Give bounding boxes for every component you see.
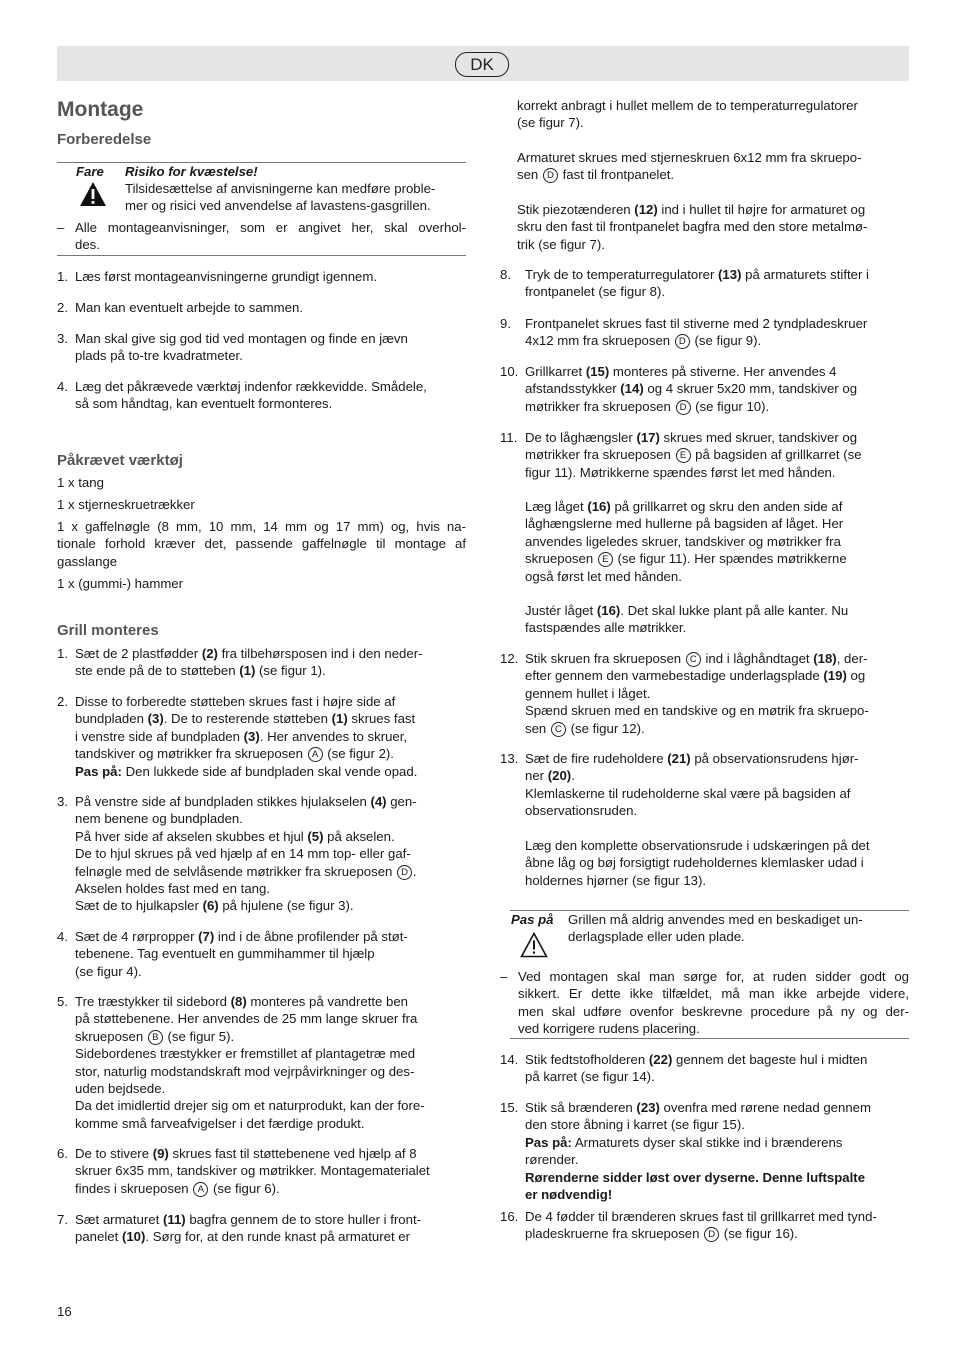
text-line: sen D fast til frontpanelet.	[517, 167, 675, 183]
step-text	[75, 993, 466, 1132]
text-line: korrekt anbragt i hullet mellem de to temperaturregulatorer	[517, 98, 858, 113]
text-line: så som håndtag, kan eventuelt formonteres.	[75, 396, 333, 412]
step-number: 2.	[57, 694, 68, 709]
bold-ref: (18)	[813, 651, 837, 666]
circled-letter: E	[598, 552, 613, 567]
text-line: stor, naturlig modstandskraft mod vejrpåvirkninger og des-	[75, 1063, 415, 1079]
step-text	[75, 330, 466, 365]
text-line: i venstre side af bundpladen (3). Her anvendes to skruer,	[75, 728, 408, 744]
step-text	[75, 299, 466, 316]
step-text	[517, 201, 909, 253]
step-text	[525, 266, 909, 301]
bold-ref: (1)	[331, 711, 348, 727]
text-line: (se figur 4).	[75, 963, 142, 979]
bold-ref: (4)	[370, 794, 387, 809]
text-line: Stik piezotænderen (12) ind i hullet til højre for armaturet og	[517, 202, 866, 217]
text-line: Tryk de to temperaturregulatorer (13) på armaturets stifter i	[525, 267, 869, 282]
text-line: Spænd skruen med en tandskive og en møtrik fra skruepo-	[525, 703, 869, 719]
bold-ref: (10)	[121, 1229, 146, 1245]
tool-line: gasslange	[57, 553, 118, 569]
text-line: også først let med hånden.	[525, 568, 682, 584]
text-line: Læg det påkrævede værktøj indenfor rækkevidde. Smådele,	[75, 379, 427, 394]
text-line: pladeskruerne fra skrueposen D (se figur 16).	[525, 1226, 798, 1242]
circled-letter: D	[543, 168, 558, 183]
step-text	[75, 268, 466, 285]
text-line: De to stivere (9) skrues fast til støttebenene ved hjælp af 8	[75, 1146, 417, 1161]
bold-ref: (11)	[162, 1212, 186, 1227]
caution-triangle-icon	[520, 932, 548, 958]
bold-ref: (3)	[243, 728, 260, 744]
step-text	[75, 793, 466, 915]
step-text	[525, 1099, 909, 1203]
step-text	[525, 315, 909, 350]
dash-bullet: –	[57, 220, 65, 235]
step-number: 6.	[57, 1146, 68, 1161]
text-line: Klemlaskerne til rudeholderne skal være på bagsiden af	[525, 785, 851, 801]
text-line: nem benene og bundpladen.	[75, 811, 243, 827]
step-number: 10.	[500, 364, 519, 379]
caution-dash-bullet: –	[500, 969, 508, 984]
circled-letter: A	[193, 1182, 208, 1197]
caution-dash-line: ved korrigere rudens placering.	[518, 1021, 700, 1037]
text-line: panelet (10). Sørg for, at den runde knast på armaturet er	[75, 1229, 411, 1245]
warning-bottom-rule	[57, 255, 466, 256]
text-line: Læg låget (16) på grillkarret og skru den anden side af	[525, 499, 843, 514]
text-line: Sæt de 4 rørpropper (7) ind i de åbne profilender på støt-	[75, 929, 408, 944]
bold-ref: (8)	[230, 994, 247, 1009]
text-line: trik (se figur 7).	[517, 236, 605, 252]
text-line: Akselen holdes fast med en tang.	[75, 881, 271, 897]
text-line: Læs først montageanvisningerne grundigt igennem.	[75, 269, 378, 284]
text-line: på støttebenene. Her anvendes de 25 mm lange skruer fra	[75, 1011, 418, 1027]
text-line: Stik fedtstofholderen (22) gennem det bageste hul i midten	[525, 1052, 868, 1067]
circled-letter: D	[676, 400, 691, 415]
bold-ref: (16)	[587, 499, 611, 514]
text-line: Sæt de fire rudeholdere (21) på observationsrudens hjør-	[525, 751, 859, 766]
text-line: sen C (se figur 12).	[525, 720, 645, 736]
text-line	[525, 1186, 909, 1203]
bold-ref: (17)	[636, 430, 660, 445]
text-line: 4x12 mm fra skrueposen D (se figur 9).	[525, 333, 762, 349]
text-line: Sæt armaturet (11) bagfra gennem de to store huller i front-	[75, 1212, 421, 1227]
text-line: Stik så brænderen (23) ovenfra med rørene nedad gennem	[525, 1100, 872, 1115]
text-line: skrueposen E (se figur 11). Her spændes møtrikkerne	[525, 551, 847, 567]
text-line: uden bejdsede.	[75, 1081, 166, 1097]
caution-line: derlagsplade eller uden plade.	[568, 929, 745, 945]
bold-ref: (9)	[152, 1146, 169, 1161]
warning-line: Tilsidesættelse af anvisningerne kan medføre proble-	[125, 181, 436, 196]
text-line: Frontpanelet skrues fast til stiverne med 2 tyndpladeskruer	[525, 316, 868, 331]
text-line: ner (20).	[525, 768, 575, 784]
tool-line: 1 x gaffelnøgle (8 mm, 10 mm, 14 mm og 17 mm) og, hvis na-	[57, 519, 466, 534]
section-heading-grill: Grill monteres	[57, 622, 159, 639]
warning-text	[125, 180, 435, 215]
bold-ref: (6)	[202, 898, 219, 914]
step-text	[525, 429, 909, 481]
text-line: åbne låg og bøj forsigtigt rudeholdernes klemlasker udad i	[525, 855, 864, 871]
warning-label: Fare	[76, 164, 104, 179]
text-line: Armaturet skrues med stjerneskruen 6x12 mm fra skruepo-	[517, 150, 862, 165]
warning-triangle-icon	[79, 181, 107, 207]
text-line: Man kan eventuelt arbejde to sammen.	[75, 300, 303, 315]
text-line	[525, 1169, 909, 1186]
circled-letter: D	[704, 1227, 719, 1242]
caution-dash-line: men skal udføre ovenfor beskrevne procedure på ny og der-	[518, 1003, 909, 1019]
step-number: 1.	[57, 646, 68, 661]
bold-ref: (1)	[239, 663, 256, 679]
warning-top-rule	[57, 162, 466, 163]
step-text	[75, 378, 466, 413]
text-line: afstandsstykker (14) og 4 skruer 5x20 mm, tandskiver og	[525, 381, 858, 397]
step-number: 9.	[500, 316, 511, 331]
text-line: Tre træstykker til sidebord (8) monteres på vandrette ben	[75, 994, 409, 1009]
step-number: 11.	[500, 430, 518, 445]
step-number: 4.	[57, 379, 68, 394]
text-line: Grillkarret (15) monteres på stiverne. Her anvendes 4	[525, 364, 837, 379]
bold-ref: (22)	[648, 1052, 673, 1067]
caution-dash-line: Ved montagen skal man sørge for, at ruden sidder godt og	[518, 969, 909, 984]
language-badge: DK	[455, 52, 509, 77]
text-line: Sæt de to hjulkapsler (6) på hjulene (se figur 3).	[75, 898, 354, 914]
page-number: 16	[57, 1304, 72, 1319]
step-number: 1.	[57, 269, 68, 284]
circled-letter: C	[551, 722, 566, 737]
text-line: På hver side af akselen skubbes et hjul (5) på akselen.	[75, 828, 395, 844]
step-text	[75, 1211, 466, 1246]
text-line: holdernes hjørner (se figur 13).	[525, 872, 707, 888]
step-number: 3.	[57, 331, 68, 346]
text-line: figur 11). Møtrikkerne spændes først let med hånden.	[525, 464, 836, 480]
step-text	[75, 693, 466, 780]
section-heading-tools: Påkrævet værktøj	[57, 452, 183, 469]
text-line: Disse to forberedte støtteben skrues fast i højre side af	[75, 694, 396, 709]
step-number: 3.	[57, 794, 68, 809]
step-number: 4.	[57, 929, 68, 944]
dash-line: Alle montageanvisninger, som er angivet her, skal overhol-	[75, 220, 466, 235]
tool-line: 1 x stjerneskruetrækker	[57, 497, 195, 512]
text-line: De to låghængsler (17) skrues med skruer, tandskiver og	[525, 430, 858, 445]
text-line: møtrikker fra skrueposen E på bagsiden af grillkarret (se	[525, 447, 862, 463]
circled-letter: D	[397, 865, 412, 880]
bold-ref: Rørenderne sidder løst over dyserne. Denne luftspalte	[525, 1169, 866, 1185]
bold-ref: Pas på:	[75, 763, 122, 779]
text-line: skruer 6x35 mm, tandskiver og møtrikker. Montagematerialet	[75, 1163, 430, 1179]
bold-ref: (2)	[201, 646, 218, 661]
step-text	[525, 363, 909, 415]
warning-title: Risiko for kvæstelse!	[125, 164, 258, 179]
step-number: 8.	[500, 267, 511, 282]
circled-letter: E	[676, 448, 691, 463]
text-line: De 4 fødder til brænderen skrues fast til grillkarret med tynd-	[525, 1209, 877, 1224]
bold-ref: Pas på:	[525, 1134, 572, 1150]
step-number: 14.	[500, 1052, 519, 1067]
text-line: tebenene. Tag eventuelt en gummihammer til hjælp	[75, 946, 375, 962]
text-line: skru den fast til frontpanelet bagfra med den store metalmø-	[517, 219, 868, 235]
step-text	[75, 645, 466, 680]
step-number: 13.	[500, 751, 519, 766]
text-line: tandskiver og møtrikker fra skrueposen A (se figur 2).	[75, 746, 394, 762]
step-text	[525, 750, 909, 820]
step-number: 5.	[57, 994, 68, 1009]
text-line: komme små farveafvigelser i det færdige produkt.	[75, 1115, 365, 1131]
text-line: Pas på: Den lukkede side af bundpladen skal vende opad.	[75, 763, 418, 779]
text-line: møtrikker fra skrueposen D (se figur 10).	[525, 398, 770, 414]
text-line: frontpanelet (se figur 8).	[525, 284, 666, 300]
step-text	[525, 837, 909, 889]
bold-ref: (12)	[634, 202, 658, 217]
text-line: på karret (se figur 14).	[525, 1069, 655, 1085]
section-heading-forberedelse: Forberedelse	[57, 131, 152, 148]
text-line: På venstre side af bundpladen stikkes hjulakselen (4) gen-	[75, 794, 417, 809]
bold-ref: (14)	[620, 381, 644, 397]
step-number: 7.	[57, 1212, 68, 1227]
tool-line: 1 x (gummi-) hammer	[57, 576, 184, 591]
circled-letter: C	[686, 652, 701, 667]
step-text	[525, 1051, 909, 1086]
step-number: 2.	[57, 300, 68, 315]
step-number: 16.	[500, 1209, 519, 1224]
warning-line: mer og risici ved anvendelse af lavastens-gasgrillen.	[125, 198, 431, 214]
page-title: Montage	[57, 98, 144, 121]
caution-line: Grillen må aldrig anvendes med en beskadiget un-	[568, 912, 863, 927]
text-line: låghængslerne med hullerne på bagsiden af låget. Her	[525, 516, 844, 532]
bold-ref: (5)	[307, 828, 324, 844]
text-line: Sæt de 2 plastfødder (2) fra tilbehørsposen ind i den neder-	[75, 646, 423, 661]
step-text	[517, 97, 909, 132]
step-text	[517, 149, 909, 184]
text-line: Læg den komplette observationsrude i udskæringen på det	[525, 838, 870, 853]
text-line: fastspændes alle møtrikker.	[525, 620, 687, 636]
tool-line: 1 x tang	[57, 475, 104, 490]
text-line: Da det imidlertid drejer sig om et naturprodukt, kan der fore-	[75, 1098, 425, 1114]
bold-ref: er nødvendig!	[525, 1187, 613, 1203]
bold-ref: (20)	[547, 768, 572, 784]
step-text	[525, 650, 909, 737]
bold-ref: (7)	[198, 929, 215, 944]
bold-ref: (23)	[636, 1100, 660, 1115]
circled-letter: A	[308, 747, 323, 762]
caution-bottom-rule	[510, 1038, 909, 1039]
step-number: 12.	[500, 651, 519, 666]
text-line: gennem hullet i låget.	[525, 685, 651, 701]
text-line: rørender.	[525, 1152, 579, 1168]
bold-ref: (3)	[147, 711, 164, 727]
bold-ref: (16)	[596, 603, 621, 618]
caution-label: Pas på	[511, 912, 554, 927]
circled-letter: D	[675, 334, 690, 349]
circled-letter: B	[148, 1030, 163, 1045]
bold-ref: (13)	[718, 267, 742, 282]
bold-ref: (15)	[585, 364, 610, 379]
text-line: efter gennem den varmebestadige underlagsplade (19) og	[525, 668, 866, 684]
text-line: Pas på: Armaturets dyser skal stikke ind i brænderens	[525, 1134, 843, 1150]
caution-dash-line: sikkert. Er dette ikke tilfældet, må man ikke arbejde videre,	[518, 986, 909, 1002]
step-text	[75, 928, 466, 980]
text-line: Man skal give sig god tid ved montagen og finde en jævn	[75, 331, 408, 346]
text-line: den store åbning i karret (se figur 15).	[525, 1117, 745, 1133]
bold-ref: (19)	[823, 668, 847, 684]
step-text	[525, 1208, 909, 1243]
caution-text	[568, 911, 863, 946]
tool-line: tionale forhold kræver det, passende gaffelnøgle til montage af	[57, 536, 466, 552]
step-text	[75, 1145, 466, 1197]
text-line: Sidebordenes træstykker er fremstillet af plantagetræ med	[75, 1046, 416, 1062]
step-text	[525, 498, 909, 585]
text-line: observationsruden.	[525, 803, 638, 819]
text-line: findes i skrueposen A (se figur 6).	[75, 1180, 280, 1196]
text-line: skrueposen B (se figur 5).	[75, 1028, 235, 1044]
text-line: Stik skruen fra skrueposen C ind i låghåndtaget (18), der-	[525, 651, 868, 666]
step-text	[525, 602, 909, 637]
bold-ref: (21)	[667, 751, 691, 766]
text-line: felnøgle med de selvlåsende møtrikker fra skrueposen D .	[75, 863, 417, 879]
text-line: (se figur 7).	[517, 115, 584, 131]
step-number: 15.	[500, 1100, 519, 1115]
text-line: bundpladen (3). De to resterende støtteben (1) skrues fast	[75, 711, 416, 727]
text-line: ste ende på de to støtteben (1) (se figur 1).	[75, 663, 326, 679]
text-line: plads på to-tre kvadratmeter.	[75, 348, 243, 364]
text-line: De to hjul skrues på ved hjælp af en 14 mm top- eller gaf-	[75, 846, 411, 862]
text-line: Justér låget (16). Det skal lukke plant på alle kanter. Nu	[525, 603, 849, 618]
caution-dash-text	[518, 968, 909, 1038]
text-line: anvendes ligeledes skruer, tandskiver og møtrikker fra	[525, 533, 841, 549]
dash-line: des.	[75, 237, 100, 253]
dash-text	[75, 219, 466, 254]
